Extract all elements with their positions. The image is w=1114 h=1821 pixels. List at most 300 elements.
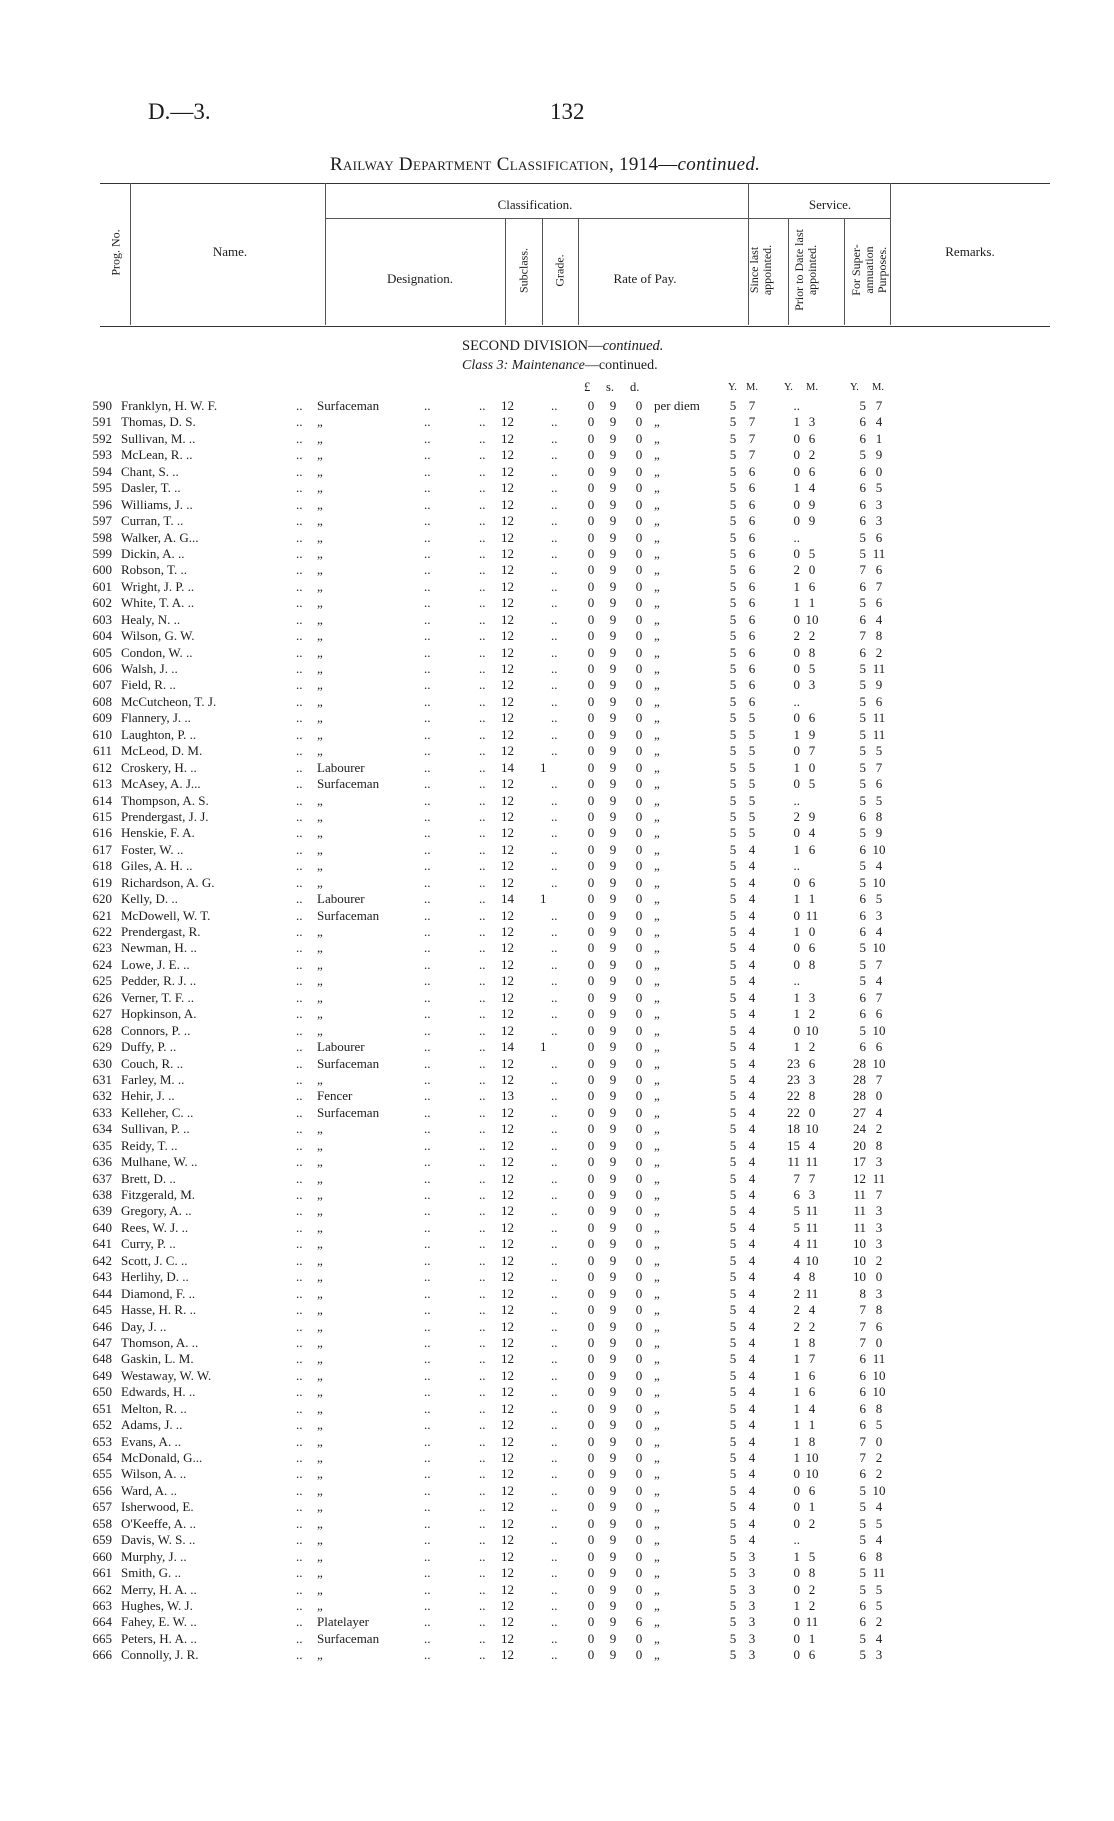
super-months: 5 <box>875 792 883 808</box>
prior-months: 1 <box>808 891 816 907</box>
since-years: 5 <box>729 1482 737 1498</box>
grade: 12 <box>501 1121 514 1137</box>
leader-dots: .. <box>424 1302 431 1318</box>
prog-no: 599 <box>92 545 112 561</box>
prog-no: 595 <box>92 480 112 496</box>
leader-dots: .. <box>551 1137 558 1153</box>
leader-dots: .. <box>551 1055 558 1071</box>
leader-dots: .. <box>296 1137 303 1153</box>
since-years: 5 <box>729 562 737 578</box>
divider <box>578 218 579 325</box>
employee-name: Foster, W. .. <box>121 841 184 857</box>
table-row <box>0 710 1114 726</box>
leader-dots: .. <box>296 1400 303 1416</box>
pay-pence: 0 <box>635 1630 643 1646</box>
prog-no: 633 <box>92 1104 112 1120</box>
prior-years: 6 <box>793 1187 800 1202</box>
pay-period: „ <box>654 1630 660 1646</box>
since-years: 5 <box>729 924 737 939</box>
table-row <box>0 940 1114 956</box>
pay-period: „ <box>654 1515 660 1531</box>
pay-shillings: 9 <box>609 1285 617 1301</box>
leader-dots: .. <box>296 529 303 545</box>
grade: 12 <box>501 1302 514 1318</box>
leader-dots: .. <box>479 1417 486 1433</box>
super-months: 4 <box>875 973 883 989</box>
pay-pounds: 0 <box>587 1302 595 1318</box>
table-row <box>0 1368 1114 1384</box>
pay-shillings: 9 <box>609 1532 617 1548</box>
prior-years: 1 <box>793 1433 800 1449</box>
prior-months: 5 <box>808 1548 816 1564</box>
pay-shillings: 9 <box>609 1121 617 1137</box>
since-months: 4 <box>748 1417 756 1433</box>
leader-dots: .. <box>424 1367 431 1383</box>
table-row <box>0 1384 1114 1400</box>
super-years: 17 <box>853 1154 866 1170</box>
prior-months: 10 <box>805 611 819 627</box>
prior-months: 2 <box>808 1039 816 1055</box>
since-years: 5 <box>729 973 737 989</box>
leader-dots: .. <box>296 1318 303 1334</box>
leader-dots: .. <box>479 447 486 463</box>
prior-years: 1 <box>793 1006 800 1022</box>
page-number: 132 <box>550 99 585 124</box>
col-prior-to: Prior to Date last appointed. <box>792 229 819 311</box>
leader-dots: .. <box>479 973 486 989</box>
pay-shillings: 9 <box>609 414 617 430</box>
col-designation: Designation. <box>386 271 454 286</box>
employee-name: Scott, J. C. .. <box>121 1252 188 1268</box>
table-row <box>0 842 1114 858</box>
pay-pounds: 0 <box>587 611 595 627</box>
leader-dots: .. <box>479 858 486 874</box>
super-years: 5 <box>859 792 866 808</box>
pay-pence: 0 <box>635 1466 643 1482</box>
employee-name: Gaskin, L. M. <box>121 1351 194 1367</box>
pay-shillings: 9 <box>609 874 617 890</box>
table-row <box>0 612 1114 628</box>
pay-period: „ <box>654 825 660 841</box>
super-months: 7 <box>875 989 883 1005</box>
since-months: 6 <box>748 562 756 578</box>
prior-months: 0 <box>808 1104 816 1120</box>
prior-months: 3 <box>808 1187 816 1202</box>
leader-dots: .. <box>551 956 558 972</box>
designation: „ <box>317 1581 323 1597</box>
prior-years: 4 <box>793 1236 800 1252</box>
pay-shillings: 9 <box>609 1071 617 1087</box>
employee-name: Westaway, W. W. <box>121 1367 212 1383</box>
super-months: 5 <box>875 1581 883 1597</box>
designation: „ <box>317 792 323 808</box>
since-months: 4 <box>748 874 756 890</box>
grade: 12 <box>501 1367 514 1383</box>
leader-dots: .. <box>551 907 558 923</box>
designation: „ <box>317 628 323 644</box>
pay-pounds: 0 <box>587 1532 595 1548</box>
employee-name: Isherwood, E. <box>121 1499 194 1515</box>
pay-pounds: 0 <box>587 1400 595 1416</box>
table-row <box>0 1565 1114 1581</box>
col-name: Name. <box>212 244 248 259</box>
grade: 12 <box>501 480 514 496</box>
leader-dots: .. <box>296 693 303 709</box>
leader-dots: .. <box>551 1614 558 1630</box>
pay-period: „ <box>654 776 660 792</box>
pay-shillings: 9 <box>609 1581 617 1597</box>
grade: 12 <box>501 1565 514 1581</box>
pay-pounds: 0 <box>587 858 595 874</box>
super-months: 5 <box>875 480 883 496</box>
prog-no: 659 <box>92 1532 112 1548</box>
leader-dots: .. <box>296 545 303 561</box>
pay-pence: 0 <box>635 841 643 857</box>
pay-period: „ <box>654 1597 660 1613</box>
pay-shillings: 9 <box>609 1187 617 1202</box>
leader-dots: .. <box>479 562 486 578</box>
leader-dots: .. <box>296 1006 303 1022</box>
leader-dots: .. <box>479 595 486 611</box>
leader-dots: .. <box>424 1055 431 1071</box>
super-months: 3 <box>875 1647 883 1663</box>
leader-dots: .. <box>551 1482 558 1498</box>
prior-months: 6 <box>808 578 816 594</box>
designation: Surfaceman <box>317 1104 380 1120</box>
pay-period: „ <box>654 562 660 578</box>
leader-dots: .. <box>551 1318 558 1334</box>
pay-pence: 0 <box>635 1532 643 1548</box>
leader-dots: .. <box>551 1022 558 1038</box>
pay-shillings: 9 <box>609 808 617 824</box>
employee-name: Laughton, P. .. <box>121 726 197 742</box>
prior-months: 11 <box>805 1203 819 1219</box>
super-years: 5 <box>859 1630 866 1646</box>
pay-shillings: 9 <box>609 1219 617 1235</box>
leader-dots: .. <box>424 1154 431 1170</box>
leader-dots: .. <box>551 1334 558 1350</box>
super-years: 5 <box>859 1022 866 1038</box>
since-months: 4 <box>748 1006 756 1022</box>
leader-dots: .. <box>479 1170 486 1186</box>
pay-period: „ <box>654 874 660 890</box>
since-months: 4 <box>748 1515 756 1531</box>
super-months: 4 <box>875 611 883 627</box>
since-years: 5 <box>729 1121 737 1137</box>
super-months: 3 <box>875 1236 883 1252</box>
super-years: 5 <box>859 545 866 561</box>
super-months: 4 <box>875 858 883 874</box>
leader-dots: .. <box>296 973 303 989</box>
leader-dots: .. <box>424 1187 431 1202</box>
super-months: 2 <box>875 1614 883 1630</box>
leader-dots: .. <box>551 973 558 989</box>
grade: 12 <box>501 430 514 446</box>
pay-pounds: 0 <box>587 529 595 545</box>
leader-dots: .. <box>296 1219 303 1235</box>
pay-shillings: 9 <box>609 1565 617 1581</box>
pay-shillings: 9 <box>609 578 617 594</box>
prog-no: 612 <box>92 759 112 775</box>
table-row <box>0 1302 1114 1318</box>
prior-years: 1 <box>793 595 800 611</box>
leader-dots: .. <box>551 496 558 512</box>
prior-years: 0 <box>793 463 800 479</box>
leader-dots: .. <box>296 1088 303 1104</box>
employee-name: Hopkinson, A. <box>121 1006 197 1022</box>
pay-pounds: 0 <box>587 463 595 479</box>
leader-dots: .. <box>551 1433 558 1449</box>
leader-dots: .. <box>479 1318 486 1334</box>
table-row <box>0 1154 1114 1170</box>
pay-pounds: 0 <box>587 989 595 1005</box>
prior-years: 0 <box>793 545 800 561</box>
pay-period: „ <box>654 1367 660 1383</box>
prior-years: 1 <box>793 989 800 1005</box>
since-months: 4 <box>748 1252 756 1268</box>
leader-dots: .. <box>479 1071 486 1087</box>
grade: 14 <box>501 1039 514 1055</box>
table-row <box>0 595 1114 611</box>
pay-pence: 0 <box>635 447 643 463</box>
table-row <box>0 1072 1114 1088</box>
leader-dots: .. <box>479 1055 486 1071</box>
super-years: 5 <box>859 693 866 709</box>
leader-dots: .. <box>296 562 303 578</box>
prior-years: 1 <box>793 891 800 907</box>
pay-pence: 0 <box>635 1318 643 1334</box>
leader-dots: .. <box>296 726 303 742</box>
super-years: 6 <box>859 513 866 529</box>
class-name: Maintenance <box>511 358 585 373</box>
super-years: 6 <box>859 907 866 923</box>
grade: 12 <box>501 414 514 430</box>
since-years: 5 <box>729 940 737 956</box>
pay-pence: 0 <box>635 578 643 594</box>
since-months: 3 <box>748 1630 756 1646</box>
pay-pence: 0 <box>635 1499 643 1515</box>
prior-years: 0 <box>793 644 800 660</box>
designation: „ <box>317 1351 323 1367</box>
pay-period: „ <box>654 1400 660 1416</box>
table-row <box>0 1401 1114 1417</box>
prior-years: 0 <box>793 447 800 463</box>
since-years: 5 <box>729 1203 737 1219</box>
since-months: 3 <box>748 1548 756 1564</box>
prior-months: 2 <box>808 1597 816 1613</box>
since-years: 5 <box>729 1433 737 1449</box>
pay-pence: 0 <box>635 1450 643 1465</box>
prior-years: 2 <box>793 1302 800 1318</box>
designation: „ <box>317 841 323 857</box>
since-years: 5 <box>729 1647 737 1663</box>
employee-name: Field, R. .. <box>121 677 176 693</box>
prior-months: 1 <box>808 1630 816 1646</box>
leader-dots: .. <box>551 644 558 660</box>
prior-months: 8 <box>808 1088 816 1104</box>
leader-dots: .. <box>551 595 558 611</box>
prior-years: 1 <box>793 1334 800 1350</box>
employee-name: Connolly, J. R. <box>121 1647 199 1663</box>
pay-pounds: 0 <box>587 792 595 808</box>
since-months: 4 <box>748 1499 756 1515</box>
leader-dots: .. <box>296 1499 303 1515</box>
pay-period: „ <box>654 743 660 759</box>
employee-name: Croskery, H. .. <box>121 759 197 775</box>
prog-no: 663 <box>92 1597 112 1613</box>
prior-months: 8 <box>808 956 816 972</box>
super-months: 8 <box>875 628 883 644</box>
since-years: 5 <box>729 1055 737 1071</box>
table-row <box>0 809 1114 825</box>
prior-months: 6 <box>808 874 816 890</box>
leader-dots: .. <box>424 480 431 496</box>
table-row <box>0 661 1114 677</box>
grade: 12 <box>501 940 514 956</box>
prog-no: 605 <box>92 644 112 660</box>
prior-months: 10 <box>805 1022 819 1038</box>
prog-no: 643 <box>92 1269 112 1285</box>
pay-pence: 0 <box>635 874 643 890</box>
leader-dots: .. <box>424 1088 431 1104</box>
leader-dots: .. <box>424 513 431 529</box>
since-years: 5 <box>729 1104 737 1120</box>
prog-no: 603 <box>92 611 112 627</box>
super-years: 7 <box>859 562 866 578</box>
grade: 12 <box>501 611 514 627</box>
pay-pence: 0 <box>635 1269 643 1285</box>
pay-pence: 0 <box>635 1154 643 1170</box>
col-grade: Grade. <box>552 254 567 287</box>
employee-name: Thomson, A. .. <box>121 1334 199 1350</box>
prior-years: 22 <box>787 1104 800 1120</box>
super-months: 10 <box>872 1022 886 1038</box>
designation: „ <box>317 1071 323 1087</box>
pay-pounds: 0 <box>587 1039 595 1055</box>
super-months: 4 <box>875 1630 883 1646</box>
grade: 12 <box>501 1499 514 1515</box>
super-years: 7 <box>859 628 866 644</box>
table-row <box>0 1466 1114 1482</box>
table-row <box>0 677 1114 693</box>
leader-dots: .. <box>479 1351 486 1367</box>
table-row <box>0 1532 1114 1548</box>
employee-name: Condon, W. .. <box>121 644 193 660</box>
designation: „ <box>317 414 323 430</box>
pay-shillings: 9 <box>609 677 617 693</box>
pay-pence: 0 <box>635 1088 643 1104</box>
grade: 12 <box>501 1137 514 1153</box>
unit-years-since: Y. <box>728 382 737 393</box>
super-years: 6 <box>859 1417 866 1433</box>
division-name: SECOND DIVISION— <box>462 338 603 354</box>
since-years: 5 <box>729 891 737 907</box>
leader-dots: .. <box>551 1170 558 1186</box>
since-months: 7 <box>748 430 756 446</box>
prior-months: 6 <box>808 1647 816 1663</box>
super-months: 5 <box>875 743 883 759</box>
grade: 12 <box>501 1466 514 1482</box>
leader-dots: .. <box>424 710 431 726</box>
super-years: 6 <box>859 578 866 594</box>
title-text: Railway Department Classification, 1914— <box>330 154 678 175</box>
leader-dots: .. <box>424 1565 431 1581</box>
leader-dots: .. <box>479 808 486 824</box>
since-years: 5 <box>729 611 737 627</box>
prior-months: 8 <box>808 1565 816 1581</box>
since-years: 5 <box>729 989 737 1005</box>
since-months: 5 <box>748 776 756 792</box>
leader-dots: .. <box>424 825 431 841</box>
leader-dots: .. <box>296 1269 303 1285</box>
employee-name: Herlihy, D. .. <box>121 1269 189 1285</box>
pay-pounds: 0 <box>587 1154 595 1170</box>
prog-no: 647 <box>92 1334 112 1350</box>
designation: „ <box>317 1548 323 1564</box>
grade: 12 <box>501 1417 514 1433</box>
employee-name: Robson, T. .. <box>121 562 187 578</box>
since-years: 5 <box>729 414 737 430</box>
table-row <box>0 1023 1114 1039</box>
employee-name: Hehir, J. .. <box>121 1088 175 1104</box>
leader-dots: .. <box>479 792 486 808</box>
super-months: 3 <box>875 907 883 923</box>
since-years: 5 <box>729 1400 737 1416</box>
pay-shillings: 9 <box>609 1647 617 1663</box>
pay-shillings: 9 <box>609 710 617 726</box>
table-row <box>0 973 1114 989</box>
since-years: 5 <box>729 1384 737 1400</box>
designation: „ <box>317 989 323 1005</box>
since-months: 4 <box>748 1285 756 1301</box>
since-years: 5 <box>729 529 737 545</box>
since-years: 5 <box>729 595 737 611</box>
pay-pounds: 0 <box>587 1647 595 1663</box>
leader-dots: .. <box>424 1351 431 1367</box>
super-months: 6 <box>875 529 883 545</box>
pay-pence: 0 <box>635 1121 643 1137</box>
pay-shillings: 9 <box>609 1334 617 1350</box>
designation: „ <box>317 1450 323 1465</box>
leader-dots: .. <box>424 1071 431 1087</box>
leader-dots: .. <box>296 513 303 529</box>
prior-years: 1 <box>793 1400 800 1416</box>
pay-pounds: 0 <box>587 1334 595 1350</box>
pay-pounds: 0 <box>587 480 595 496</box>
pay-period: „ <box>654 463 660 479</box>
pay-pence: 0 <box>635 1055 643 1071</box>
employee-name: Couch, R. .. <box>121 1055 184 1071</box>
pay-period: „ <box>654 891 660 907</box>
grade: 12 <box>501 1614 514 1630</box>
since-years: 5 <box>729 447 737 463</box>
since-months: 6 <box>748 628 756 644</box>
leader-dots: .. <box>551 463 558 479</box>
pay-shillings: 9 <box>609 907 617 923</box>
employee-name: Hasse, H. R. .. <box>121 1302 197 1318</box>
leader-dots: .. <box>424 924 431 939</box>
table-row <box>0 924 1114 940</box>
table-row <box>0 562 1114 578</box>
pay-shillings: 9 <box>609 628 617 644</box>
pay-pence: 0 <box>635 480 643 496</box>
leader-dots: .. <box>296 808 303 824</box>
prior-years: 5 <box>793 1203 800 1219</box>
leader-dots: .. <box>551 1104 558 1120</box>
leader-dots: .. <box>479 578 486 594</box>
prior-years: 0 <box>793 743 800 759</box>
pay-pence: 0 <box>635 1482 643 1498</box>
